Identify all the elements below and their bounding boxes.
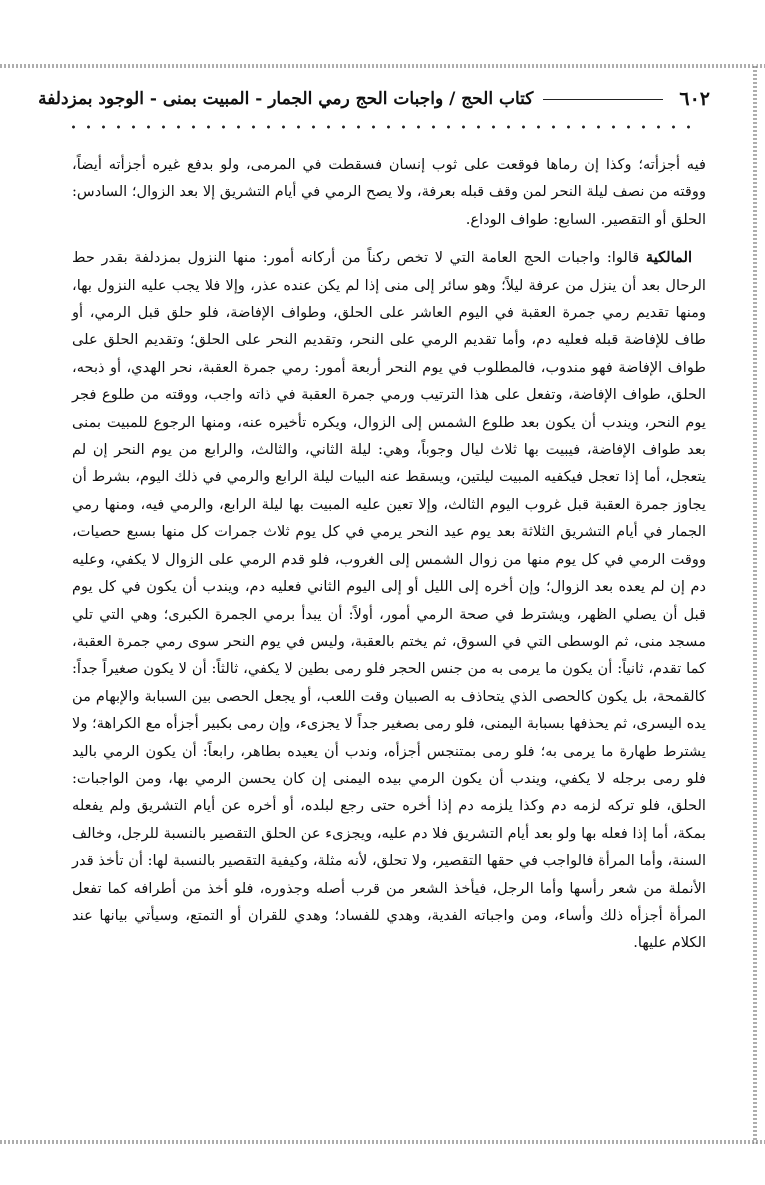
page-body — [72, 151, 706, 957]
paragraph-text: فيه أجزأته؛ وكذا إن رماها فوقعت على ثوب إنسان فسقطت في المرمى، ولو بدفع غيره أجزأته أيضاً، ووقته من نصف ليلة النحر لمن وقف قبله بعرفة، ولا يصح الرمي في أيام التشريق إلا بعد الزوال؛ السادس: الحلق أو التقصير. السابع: طواف الوداع. — [72, 156, 706, 228]
chapter-title: كتاب الحج / واجبات الحج رمي الجمار - المبيت بمنى - الوجود بمزدلفة — [38, 89, 534, 109]
right-border-ornament — [753, 64, 757, 1144]
paragraph-continuation — [72, 151, 706, 233]
paragraph-text: قالوا: واجبات الحج العامة التي لا تخص ركناً من أركانه أمور: منها النزول بمزدلفة بقدر حط الرحال بعد أن ينزل من عرفة ليلاً؛ وهو سائر إلى منى إذا لم يكن عنده عذر، وإلا فلا يجب عليه النزول بها، ومنها تقديم رمي جمرة العقبة في اليوم العاشر على الحلق، وطواف الإفاضة، فلو حلق قبل الرمي، أو طاف للإفاضة قبله فعليه دم، وأما تقديم الرمي على النحر، وتقديم النحر على الحلق؛ وتقديم الحلق على طواف الإفاضة فهو مندوب، فالمطلوب في يوم النحر أربعة أمور: رمي جمرة العقبة، نحر الهدي، أو ذبحه، الحلق، طواف الإفاضة، وتفعل على هذا الترتيب ورمي جمرة العقبة في ذاته واجب، ووقته من طلوع فجر يوم النحر، ويندب أن يكون بعد طلوع الشمس إلى الزوال، ويكره تأخيره عنه، ومنها الرجوع للمبيت بمنى بعد طواف الإفاضة، فيبيت بها ثلاث ليال وجوباً، وهي: ليلة الثاني، والثالث، والرابع من يوم النحر إن لم يتعجل، أما إذا تعجل فيكفيه المبيت ليلتين، ويسقط عنه البيات ليلة الرابع والرمي في ذلك اليوم، بشرط أن يجاوز جمرة العقبة قبل غروب اليوم الثالث، وإلا تعين عليه المبيت بها ليلة الرابع، والرمي فيه، ومنها رمي الجمار في أيام التشريق الثلاثة بعد يوم عيد النحر يرمي في كل يوم ثلاث جمرات كل منها بسبع حصيات، ووقت الرمي في كل يوم منها من زوال الشمس إلى الغروب، فلو قدم الرمي على الزوال لا يكفي، وعليه دم إن لم يعده بعد الزوال؛ وإن أخره إلى الليل أو إلى اليوم الثاني فعليه دم، ويندب أن يكون في كل يوم قبل أن يصلي الظهر، ويشترط في صحة الرمي أمور، أولاً: أن يبدأ برمي الجمرة الكبرى؛ وهي التي تلي مسجد منى، ثم الوسطى التي في السوق، ثم يختم بالعقبة، وليس في يوم النحر سوى رمي جمرة العقبة، كما تقدم، ثانياً: أن يكون ما يرمى به من جنس الحجر فلو رمى بطين لا يكفي، ثالثاً: أن لا يكون صغيراً جداً: كالقمحة، بل يكون كالحصى الذي يتحاذف به الصبيان وقت اللعب، أو يجعل الحصى بين السبابة والإبهام من يده اليسرى، ثم يحذفها بسبابة اليمنى، فلو رمى بصغير جداً لا يجزىء، وإن رمى بكبير أجزأه مع الكراهة؛ ولا يشترط طهارة ما يرمى به؛ فلو رمى بمتنجس أجزأه، وندب أن يعيده بطاهر، رابعاً: أن يكون الرمي باليد فلو رمى برجله لا يكفي، ويندب أن يكون الرمي بيده اليمنى إن كان يحسن الرمي بها، ومن الواجبات: الحلق، فلو تركه لزمه دم وكذا يلزمه دم إذا أخره حتى رجع لبلده، أو أخره عن أيام التشريق ولم يفعله بمكة، أما إذا فعله بها ولو بعد أيام التشريق فلا دم عليه، ويجزىء عن الحلق التقصير بالنسبة للرجل، وخالف السنة، وأما المرأة فالواجب في حقها التقصير، ولا تحلق، لأنه مثلة، وكيفية التقصير بالنسبة لها: أن تأخذ قدر الأنملة من شعر رأسها وأما الرجل، فيأخذ الشعر من قرب أصله وجذوره، فلو أخذ من أطرافه كما تفعل المرأة أجزأه ذلك وأساء، ومن واجباته الفدية، وهدي للفساد؛ وهدي للقران أو التمتع، وسيأتي بيانها عند الكلام عليها. — [72, 249, 706, 952]
top-border-ornament — [0, 64, 765, 68]
dotted-separator — [66, 124, 694, 130]
paragraph-maliki — [72, 244, 706, 957]
running-header — [38, 88, 710, 110]
header-rule — [543, 99, 663, 100]
page-number: ٦٠٢ — [679, 88, 710, 110]
madhhab-label: المالكية — [645, 249, 692, 267]
bottom-border-ornament — [0, 1140, 765, 1144]
